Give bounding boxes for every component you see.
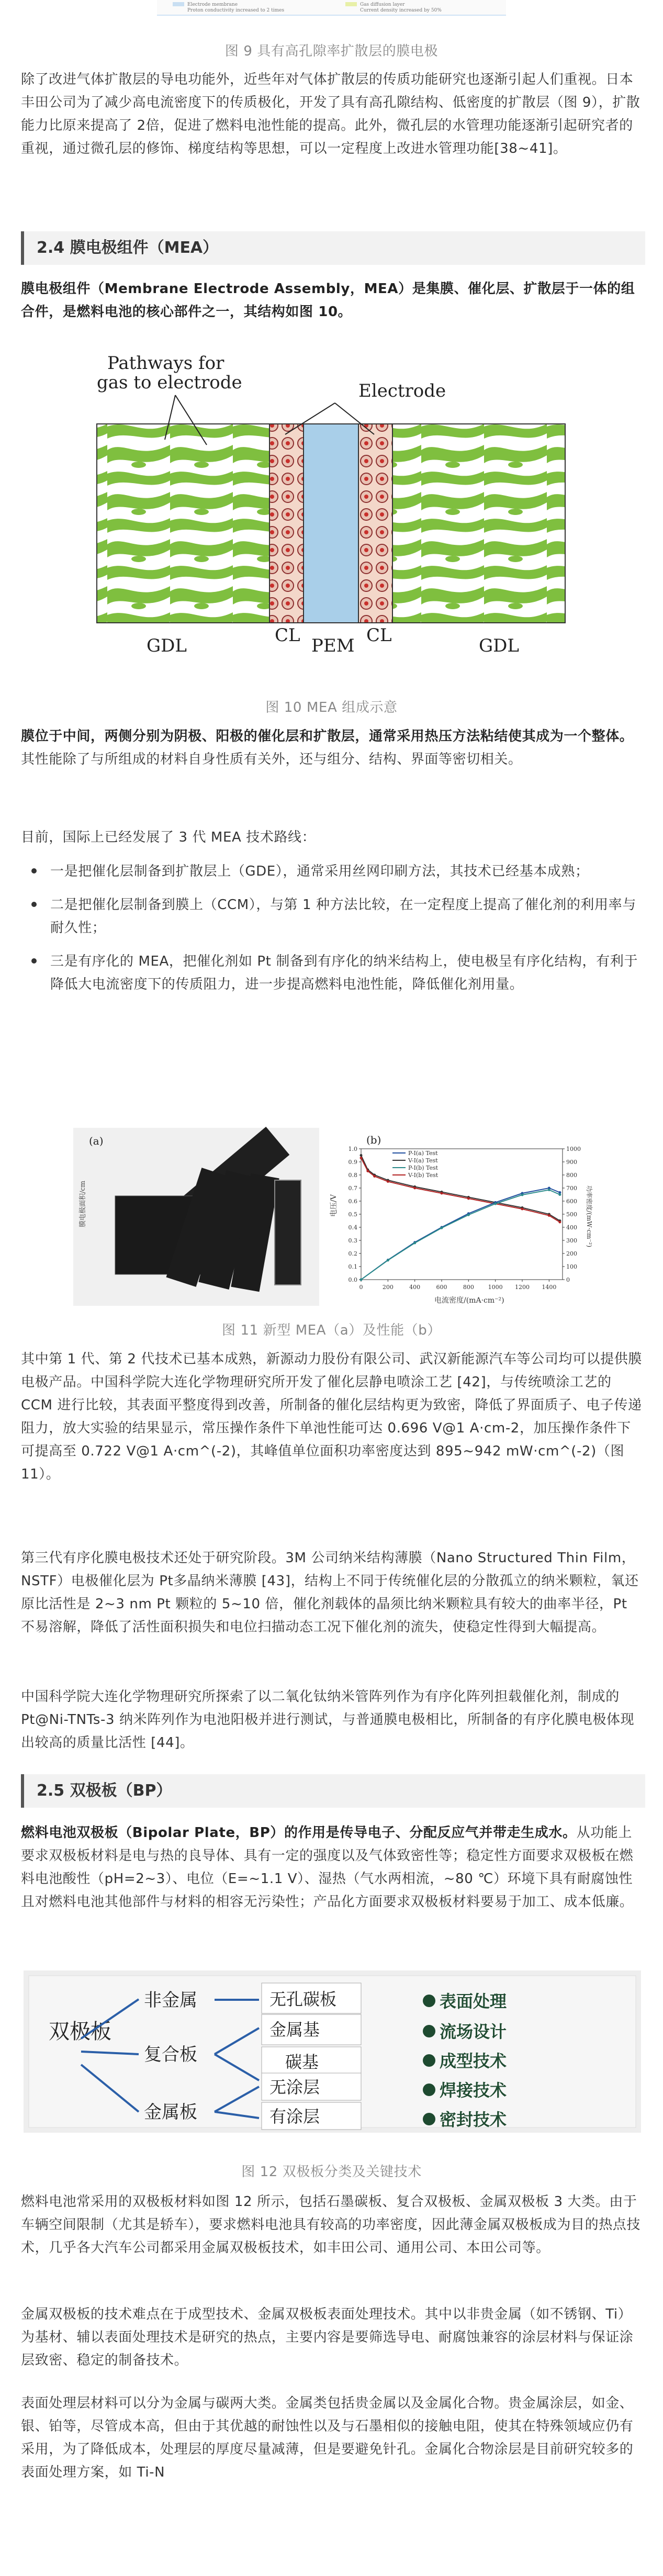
data-point [467,1197,470,1200]
series-line [361,1158,560,1223]
section-title: 2.5 双极板（BP） [37,1782,172,1800]
paragraph-mea-structure [21,725,642,771]
y-right-tick-label: 0 [566,1276,570,1283]
paragraph-bp-tech: 金属双极板的技术难点在于成型技术、金属双极板表面处理技术。其中以非贵金属（如不锈钢、Ti）为基材、辅以表面处理技术是研究的热点，主要内容是要筛选导电、耐腐蚀兼容的涂层材料与保证涂层致密、稳定的制备技术。 [21,2306,634,2368]
fig12-tech-forming: 成型技术 [440,2051,507,2071]
fig9-legend-left-1: Electrode membrane [187,2,238,7]
paragraph-bp-types: 燃料电池常采用的双极板材料如图 12 所示，包括石墨碳板、复合双极板、金属双极板 3 大类。由于车辆空间限制（尤其是轿车），要求燃料电池具有较高的功率密度，因此薄金属双极板成为目的热点技术，几乎各大汽车公司都采用金属双极板技术，如丰田公司、通用公司、本田公司等。 [21,2194,641,2256]
fig12-tech-flowfield: 流场设计 [440,2022,507,2042]
fig10-label-cl-right: CL [366,625,392,646]
fig10-caption: 图 10 MEA 组成示意 [265,700,398,715]
x-tick-label: 400 [409,1284,421,1291]
x-tick-label: 200 [382,1284,394,1291]
fig9-legend-right-2: Current density increased by 50% [360,8,442,13]
x-tick-label: 1000 [488,1284,503,1291]
data-point [548,1189,550,1191]
x-tick-label: 1400 [542,1284,557,1291]
y-right-tick-label: 300 [566,1237,577,1244]
y-right-tick-label: 700 [566,1185,577,1192]
data-point [366,1170,369,1172]
fig9-legend-right-1: Gas diffusion layer [360,2,405,7]
y-right-tick-label: 200 [566,1250,577,1257]
fig12-tech-sealing: 密封技术 [440,2110,507,2130]
y-right-tick-label: 100 [566,1263,577,1270]
paragraph-diffusion-layer: 除了改进气体扩散层的导电功能外，近些年对气体扩散层的传质功能研究也逐渐引起人们重视。日本丰田公司为了减少高电流密度下的传质极化，开发了具有高孔隙结构、低密度的扩散层（图 9），扩散能力比原来提高了 2倍，促进了燃料电池性能的提高。此外，微孔层的水管理功能逐渐引起研究者的重视，通过微孔层的修饰、梯度结构等思想，可以一定程度上改进水管理功能[38~41]。 [21,72,640,156]
list-item [21,950,642,996]
legend-label: P-I(a) Test [408,1150,438,1157]
fig10-label-pem: PEM [311,635,355,656]
y-right-tick-label: 600 [566,1198,577,1205]
data-point [441,1227,443,1229]
fig10-label-gdl-left: GDL [147,635,187,656]
y-left-tick-label: 0.7 [348,1185,357,1192]
fig10-label-gdl-right: GDL [479,635,519,656]
data-point [467,1214,470,1216]
y-right-tick-label: 400 [566,1224,577,1231]
paragraph-coating: 表面处理层材料可以分为金属与碳两大类。金属类包括贵金属以及金属化合物。贵金属涂层，如金、银、铂等，尽管成本高，但由于其优越的耐蚀性以及与石墨相似的接触电阻，使其在特殊领域应仍有采用，为了降低成本，处理层的厚度尽量减薄，但是要避免针孔。金属化合物涂层是目前研究较多的表面处理方案，如 Ti-N [21,2395,634,2480]
fig9-legend-left-2: Proton conductivity increased to 2 times [187,8,285,13]
fig12-caption: 图 12 双极板分类及关键技术 [241,2164,422,2180]
fig10-label-electrode: Electrode [358,380,446,401]
data-point [387,1180,389,1183]
fig12-sub-uncoated: 无涂层 [269,2077,320,2097]
section-title: 2.4 膜电极组件（MEA） [37,239,219,257]
chart-frame [361,1149,563,1280]
y-left-tick-label: 0.3 [348,1237,357,1244]
y-left-tick-label: 0.1 [348,1263,357,1270]
fig11-panel-b-chart [330,1128,591,1306]
y-left-tick-label: 0.9 [348,1159,357,1166]
bold-text: 膜位于中间，两侧分别为阴极、阳极的催化层和扩散层，通常采用热压方法粘结使其成为一个整体。 [21,729,634,744]
fig9-legend-strip [157,0,506,15]
data-point [413,1242,416,1245]
y-right-tick-label: 1000 [566,1146,581,1152]
series-line [361,1188,560,1280]
fig12-root-1: 双极板 [49,2020,111,2044]
y-left-tick-label: 0.8 [348,1172,357,1179]
y-left-tick-label: 0.0 [348,1276,357,1283]
fig12-sub-carbon: 无孔碳板 [269,1989,337,2009]
data-point [360,1154,363,1157]
x-tick-label: 1200 [515,1284,530,1291]
fig10-mea-diagram [44,345,619,666]
x-tick-label: 600 [436,1284,447,1291]
x-tick-label: 0 [359,1284,363,1291]
fig12-tech-surface: 表面处理 [440,1991,507,2011]
fig12-sub-carbon-based: 碳基 [285,2052,319,2072]
fig10-label-pathways-2: gas to electrode [97,372,242,393]
data-point [387,1259,389,1262]
fig12-cat-metal: 金属板 [144,2102,197,2123]
fig11-y-left-label: 电压/V [330,1194,338,1217]
list-item [21,860,642,883]
section-heading-mea [21,231,645,265]
legend-label: P-I(b) Test [408,1164,439,1171]
mea-routes-list [21,860,642,996]
bold-text: 燃料电池双极板（Bipolar Plate，BP）的作用是传导电子、分配反应气并带走生成水。 [21,1825,577,1841]
fig11-panel-a-label: (a) [89,1135,104,1147]
fig12-cat-nonmetal: 非金属 [144,1990,197,2011]
fig11-panel-a [73,1128,319,1306]
data-point [548,1214,550,1217]
data-point [373,1175,376,1178]
fig12-bipolar-plate-diagram [24,1970,641,2133]
fig12-sub-coated: 有涂层 [269,2107,320,2126]
y-left-tick-label: 0.2 [348,1250,357,1257]
fig12-cat-composite: 复合板 [144,2044,197,2065]
series-line [361,1190,560,1280]
bold-text: 膜电极组件（Membrane Electrode Assembly，MEA）是集膜、催化层、扩散层于一体的组合件，是燃料电池的核心部件之一，其结构如图 10。 [21,281,635,320]
y-left-tick-label: 0.6 [348,1198,357,1205]
fig11-y-right-label: 功率密度/(mW·cm⁻²) [586,1185,593,1248]
fig12-sub-metal-based: 金属基 [269,2020,320,2040]
fig12-tech-welding: 焊接技术 [440,2080,507,2100]
fig11-side-label: 膜电极面积/cm [79,1181,87,1227]
fig10-label-pathways-1: Pathways for [107,353,224,374]
paragraph-bipolar-plate [21,1821,642,1913]
fig11-panel-b-label: (b) [366,1134,381,1146]
normal-text: 其性能除了与所组成的材料自身性质有关外，还与组分、结构、界面等密切相关。 [21,752,522,767]
y-right-tick-label: 800 [566,1172,577,1179]
legend-label: V-I(b) Test [408,1172,439,1179]
fig11-x-label: 电流密度/(mA·cm⁻²) [434,1296,504,1305]
section-heading-bipolar-plate [21,1774,645,1808]
fig11-caption: 图 11 新型 MEA（a）及性能（b） [222,1323,441,1338]
data-point [360,1157,363,1159]
fig9-image [157,0,506,16]
y-right-tick-label: 900 [566,1159,577,1166]
x-tick-label: 800 [463,1284,474,1291]
fig9-caption: 图 9 具有高孔隙率扩散层的膜电极 [224,43,439,59]
y-left-tick-label: 0.5 [348,1211,357,1218]
y-left-tick-label: 1.0 [348,1146,357,1152]
paragraph-tnts: 中国科学院大连化学物理研究所探索了以二氧化钛纳米管阵列作为有序化阵列担载催化剂，制成的Pt@Ni-TNTs-3 纳米阵列作为电池阳极并进行测试，与普通膜电极相比，所制备的有序化膜电极体现出较高的质量比活性 [44]。 [21,1689,635,1751]
data-point [521,1194,524,1196]
data-point [558,1221,561,1224]
fig11 [73,1128,591,1306]
legend-label: V-I(a) Test [408,1157,438,1164]
paragraph-mea-routes: 目前，国际上已经发展了 3 代 MEA 技术路线： [21,830,316,845]
data-point [413,1187,416,1190]
data-point [521,1208,524,1211]
paragraph-nstf: 第三代有序化膜电极技术还处于研究阶段。3M 公司纳米结构薄膜（Nano Structured Thin Film，NSTF）电极催化层为 Pt多晶纳米薄膜 [43]，结构上不同于传统催化层的分散孤立的纳米颗粒，氧还原比活性是 2~3 nm Pt 颗粒的 5~10 倍，催化剂载体的晶须比纳米颗粒具有较大的曲率半径，Pt 不易溶解，降低了活性面积损失和电位扫描动态工况下催化剂的流失，使稳定性得到大幅提高。 [21,1550,639,1635]
y-left-tick-label: 0.4 [348,1224,357,1231]
data-point [558,1193,561,1196]
paragraph-mea-intro [21,277,642,323]
list-item-text: 三是有序化的 MEA，把催化剂如 Pt 制备到有序化的纳米结构上，使电极呈有序化结构，有利于降低大电流密度下的传质阻力，进一步提高燃料电池性能，降低催化剂用量。 [50,954,638,992]
list-item [21,893,642,939]
fig11-chart-svg [330,1128,591,1306]
list-item-text: 一是把催化层制备到扩散层上（GDE），通常采用丝网印刷方法，其技术已经基本成熟； [50,864,589,879]
y-right-tick-label: 500 [566,1211,577,1218]
data-point [494,1203,497,1205]
list-item-text: 二是把催化层制备到膜上（CCM），与第 1 种方法比较，在一定程度上提高了催化剂的利用率与耐久性； [50,897,636,936]
normal-text: 从功能上要求双极板材料是电与热的良导体、具有一定的强度以及气体致密性等；稳定性方面要求双极板在燃料电池酸性（pH=2~3）、电位（E=~1.1 V）、湿热（气水两相流，~80 ℃）环境下具有耐腐蚀性且对燃料电池其他部件与材料的相容无污染性；产品化方面要求双极板材料要易于加工、成本低廉。 [21,1825,634,1910]
paragraph-mea-products: 其中第 1 代、第 2 代技术已基本成熟，新源动力股份有限公司、武汉新能源汽车等公司均可以提供膜电极产品。中国科学院大连化学物理研究所开发了催化层静电喷涂工艺 [42]，与传统喷涂工艺的 CCM 进行比较，其表面平整度得到改善，所制备的催化层结构更为致密，降低了界面质子、电子传递阻力，放大实验的结果显示，常压操作条件下单池性能可达 0.696 V@1 A·cm-2，加压操作条件下可提高至 0.722 V@1 A·cm^(-2)，其峰值单位面积功率密度达到 895~942 mW·cm^(-2)（图11）。 [21,1351,642,1482]
data-point [360,1279,363,1281]
fig10-label-cl-left: CL [275,625,300,646]
data-point [441,1192,443,1195]
